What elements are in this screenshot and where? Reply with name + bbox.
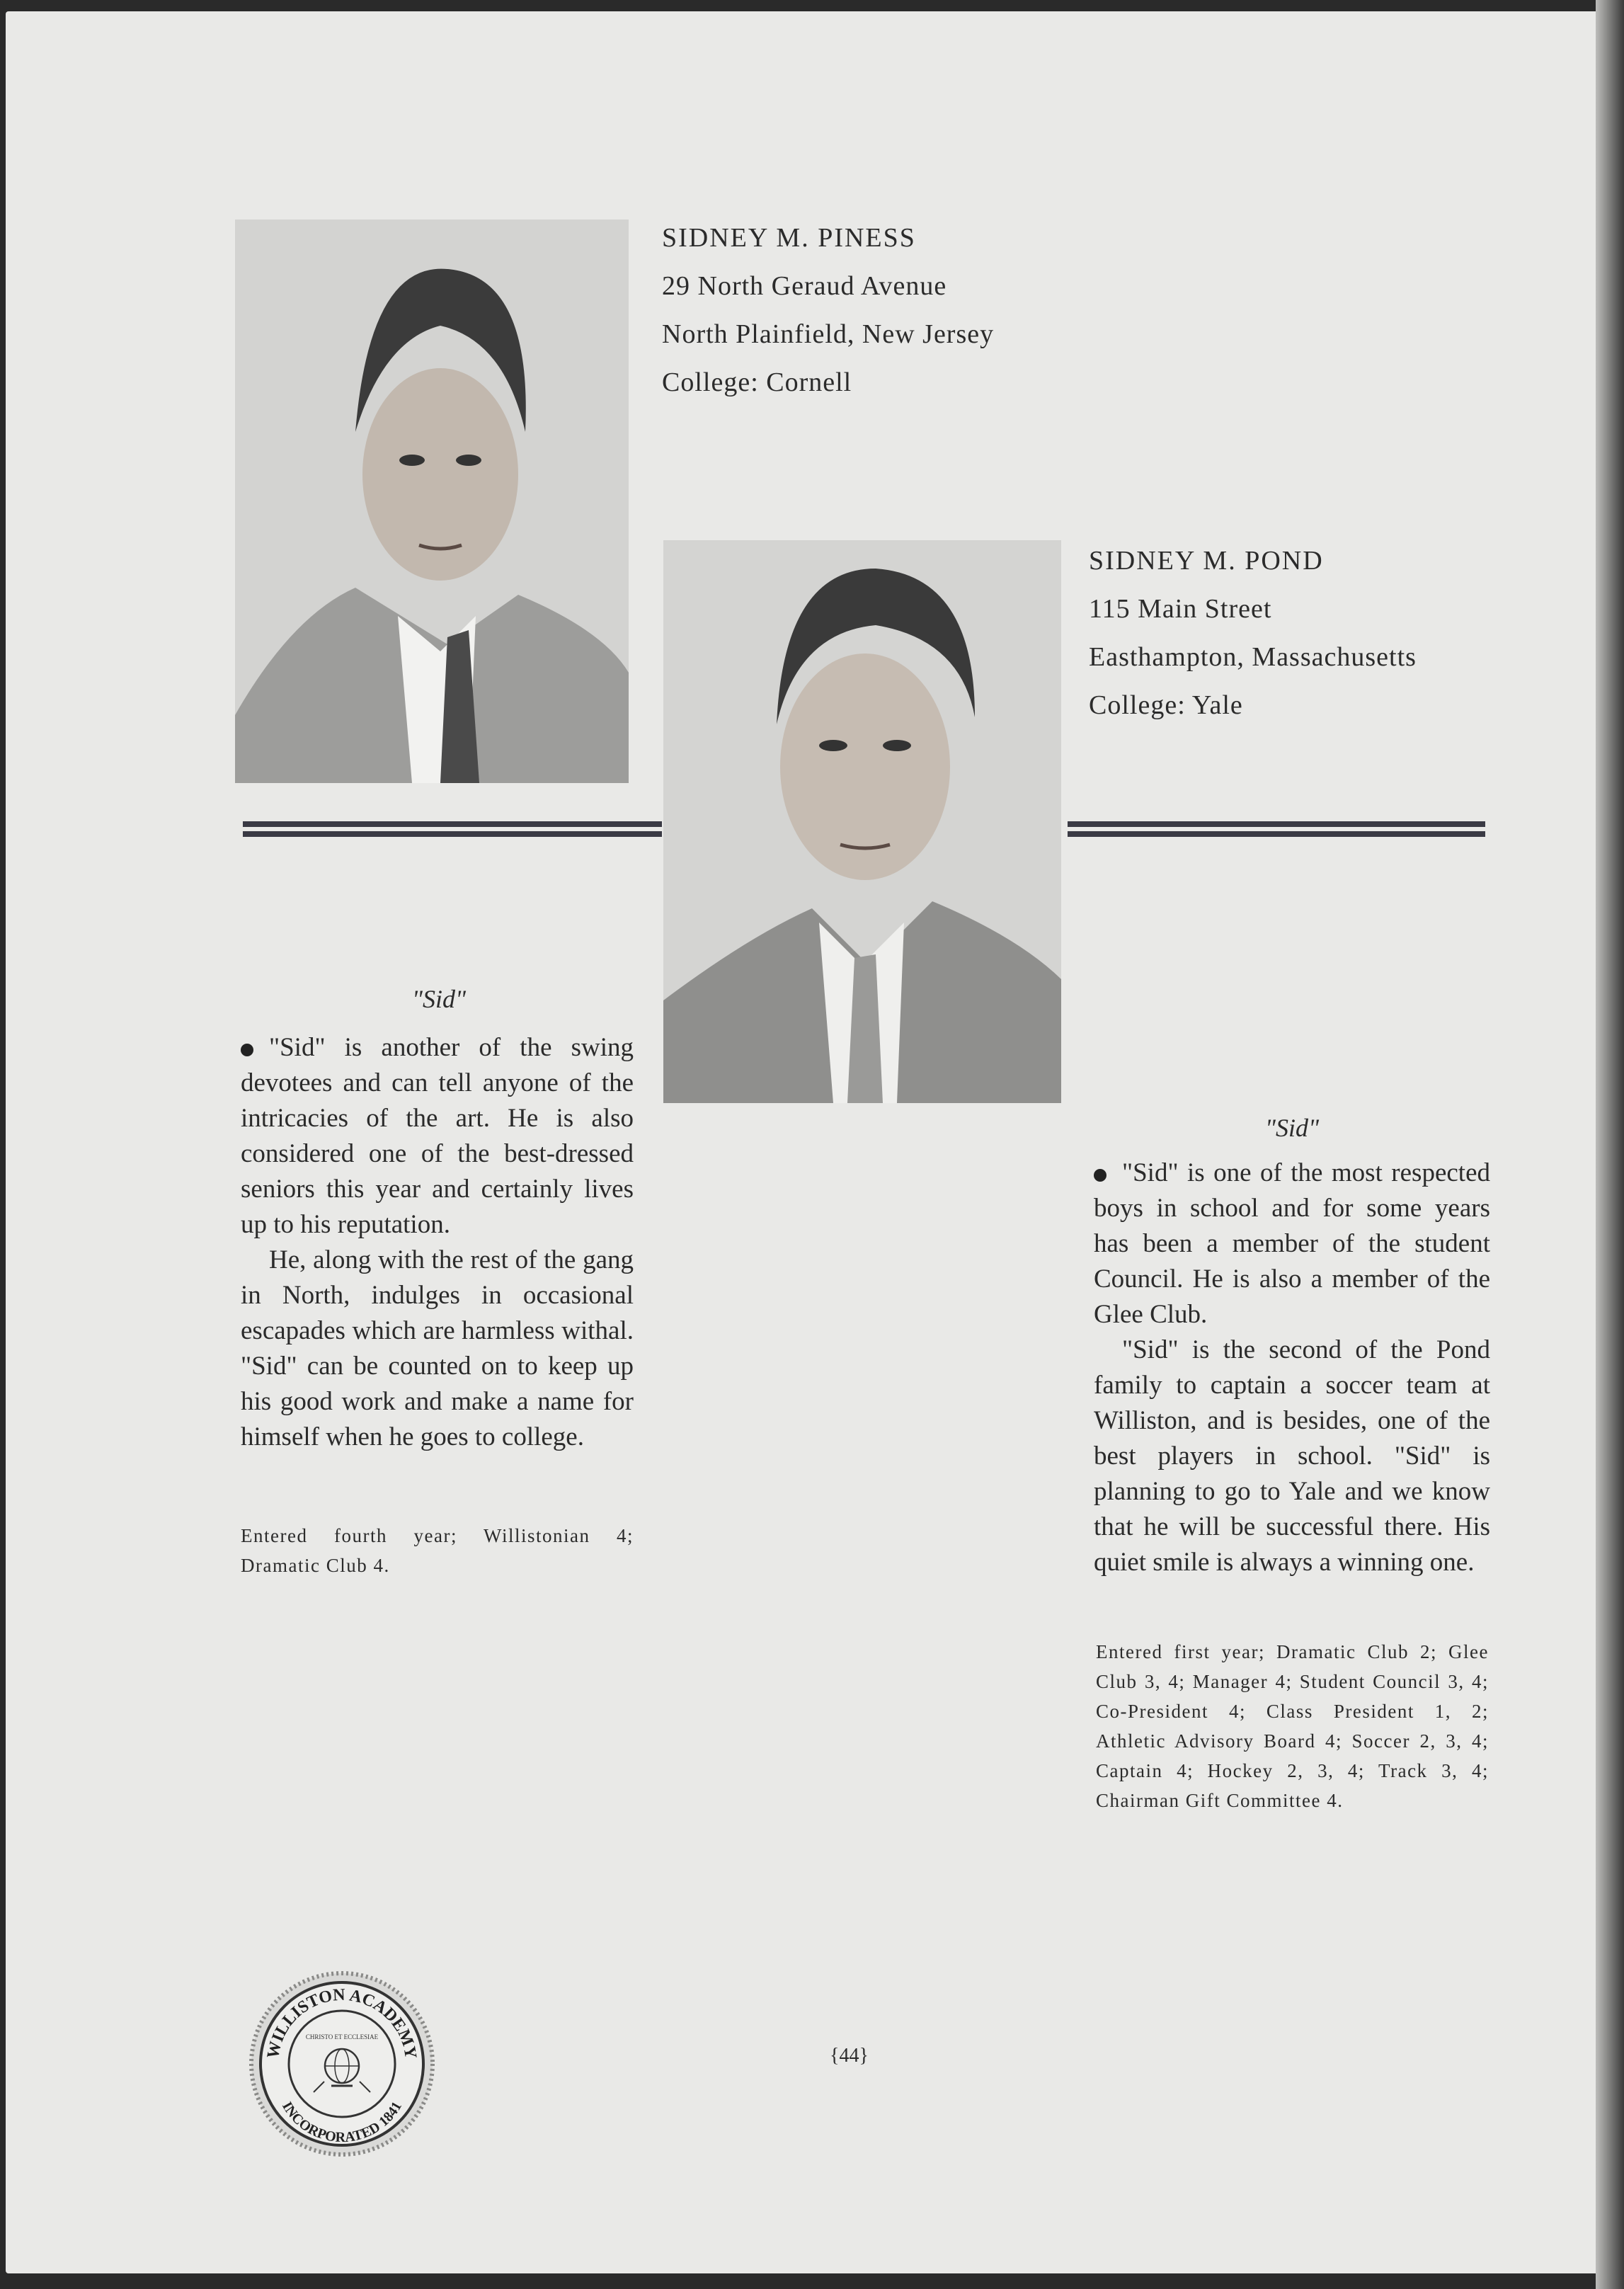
bullet-icon bbox=[1094, 1169, 1107, 1182]
williston-academy-seal bbox=[246, 1968, 438, 2159]
bio-paragraph: "Sid" is another of the swing devotees and can tell anyone of the intricacies of the art. He is also considered one of the best-dressed seniors this year and certainly lives up to his reputation. bbox=[241, 1033, 634, 1239]
divider-rule-left bbox=[243, 821, 662, 838]
seal-motto: CHRISTO ET ECCLESIAE bbox=[305, 2033, 379, 2040]
bio-paragraph: "Sid" is the second of the Pond family to captain a soccer team at Williston, and is besides, one of the best players in school. "Sid" is planning to go to Yale and we know that he will be successful there. His quiet smile is always a winning one. bbox=[1094, 1335, 1490, 1577]
city-address: North Plainfield, New Jersey bbox=[662, 319, 995, 349]
portrait-photo-pond bbox=[663, 540, 1061, 1103]
record-piness: Entered fourth year; Willistonian 4; Dramatic Club 4. bbox=[241, 1525, 634, 1576]
city-address: Easthampton, Massachusetts bbox=[1089, 642, 1417, 672]
page-edge-shadow bbox=[1596, 0, 1624, 2289]
bullet-icon bbox=[241, 1044, 253, 1056]
street-address: 29 North Geraud Avenue bbox=[662, 271, 947, 301]
nickname-piness: "Sid" bbox=[411, 985, 467, 1013]
record-pond: Entered first year; Dramatic Club 2; Glee Club 3, 4; Manager 4; Student Council 3, 4; Co-President 4; Class President 1, 2; Athletic Advisory Board 4; Soccer 2, 3, 4; Captain 4; Hockey 2, 3, 4; Track 3, 4; Chairman Gift Committee 4. bbox=[1096, 1641, 1489, 1811]
bio-paragraph: He, along with the rest of the gang in North, indulges in occasional escapades which are harmless withal. "Sid" can be counted on to keep up his good work and make a name for himself when he goes to college. bbox=[241, 1245, 634, 1451]
page-number: {44} bbox=[830, 2045, 869, 2067]
college: College: Yale bbox=[1089, 690, 1243, 720]
bio-pond bbox=[1094, 1155, 1490, 1580]
divider-rule-right bbox=[1068, 821, 1485, 838]
portrait-photo-piness bbox=[235, 219, 629, 783]
seal-top-text: WILLISTON ACADEMY bbox=[263, 1985, 420, 2060]
seal-bottom-text: INCORPORATED 1841 bbox=[279, 2099, 405, 2146]
nickname-pond: "Sid" bbox=[1264, 1114, 1320, 1142]
bio-paragraph: "Sid" is one of the most respected boys in school and for some years has been a member of the student Council. He is also a member of the Glee Club. bbox=[1094, 1158, 1490, 1329]
college: College: Cornell bbox=[662, 367, 852, 397]
bio-piness bbox=[241, 1030, 634, 1455]
street-address: 115 Main Street bbox=[1089, 594, 1272, 624]
student-info-piness bbox=[662, 214, 994, 406]
student-info-pond bbox=[1089, 537, 1417, 729]
student-name: SIDNEY M. POND bbox=[1089, 546, 1324, 576]
student-name: SIDNEY M. PINESS bbox=[662, 223, 916, 253]
